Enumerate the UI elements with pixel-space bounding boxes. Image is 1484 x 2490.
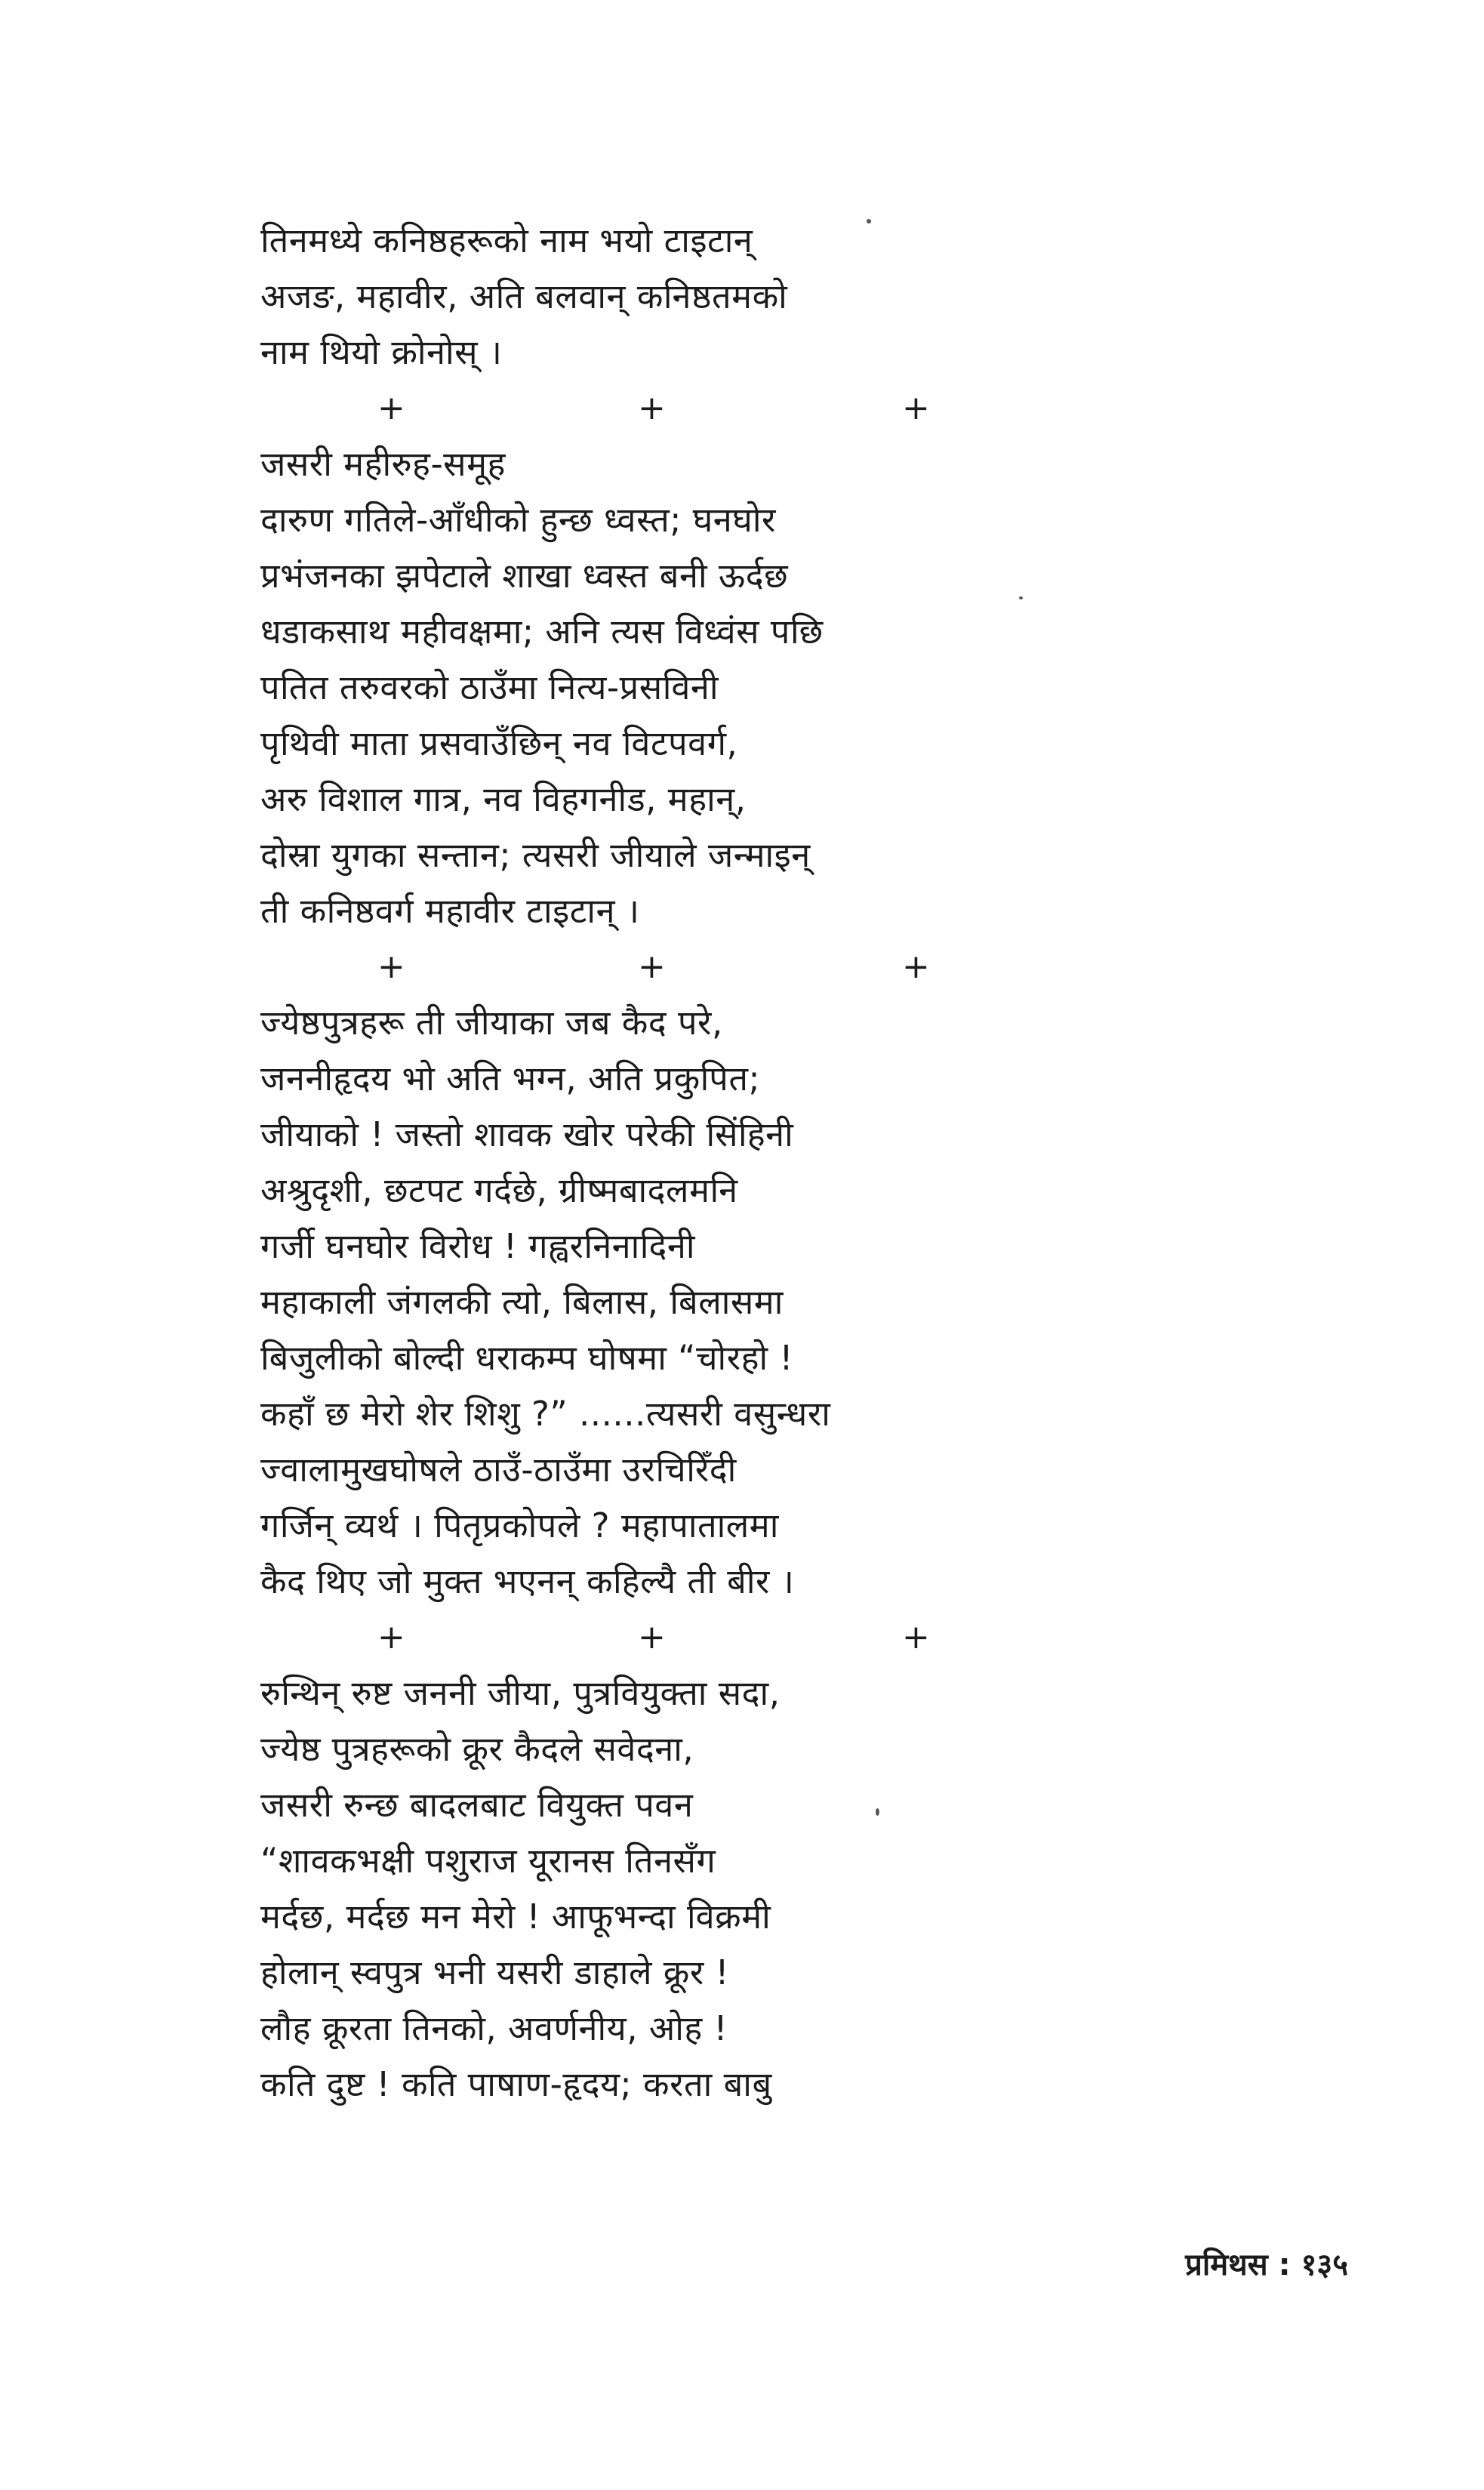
poem-line: तिनमध्ये कनिष्ठहरूको नाम भयो टाइटान् <box>260 220 753 260</box>
poem-line: अरु विशाल गात्र, नव विहगनीड, महान्, <box>260 779 747 819</box>
poem-line: ज्वालामुखघोषले ठाउँ-ठाउँमा उरचिरिँदी <box>260 1450 737 1490</box>
poem-body <box>260 213 1317 2112</box>
stanza-3 <box>260 995 1317 1610</box>
poem-line: कति दुष्ट ! कति पाषाण-हृदय; करता बाबु <box>260 2064 772 2104</box>
poem-line: जननीहृदय भो अति भग्न, अति प्रकुपित; <box>260 1059 761 1099</box>
poem-line: जीयाको ! जस्तो शावक खोर परेकी सिंहिनी <box>260 1114 794 1154</box>
divider-plus: + <box>902 389 930 427</box>
divider-plus: + <box>638 1618 666 1656</box>
poem-line: ज्येष्ठ पुत्रहरूको क्रूर कैदले सवेदना, <box>260 1729 694 1769</box>
poem-line: नाम थियो क्रोनोस् । <box>260 332 503 372</box>
poem-line: गर्जी घनघोर विरोध ! गह्वरनिनादिनी <box>260 1226 695 1266</box>
divider-plus: + <box>377 389 405 427</box>
divider-plus: + <box>377 1618 405 1656</box>
poem-line: जसरी रुन्छ बादलबाट वियुक्त पवन <box>260 1785 694 1825</box>
section-divider <box>260 939 1317 995</box>
divider-plus: + <box>638 948 666 986</box>
divider-plus: + <box>638 389 666 427</box>
poem-line: अश्रुदृशी, छटपट गर्दछे, ग्रीष्मबादलमनि <box>260 1170 738 1210</box>
poem-line: महाकाली जंगलकी त्यो, बिलास, बिलासमा <box>260 1282 784 1322</box>
poem-line: धडाकसाथ महीवक्षमा; अनि त्यस विध्वंस पछि <box>260 612 824 652</box>
poem-line: जसरी महीरुह-समूह <box>260 444 506 484</box>
poem-line: प्रभंजनका झपेटाले शाखा ध्वस्त बनी ऊर्दछ <box>260 556 789 596</box>
stanza-2 <box>260 436 1317 939</box>
poem-line: दारुण गतिले-आँधीको हुन्छ ध्वस्त; घनघोर <box>260 500 776 540</box>
poem-line: रुन्थिन् रुष्ट जननी जीया, पुत्रवियुक्ता सदा, <box>260 1673 780 1713</box>
page-footer <box>1185 2242 1348 2284</box>
divider-plus: + <box>377 948 405 986</box>
section-divider <box>260 381 1317 436</box>
page-number: १३५ <box>1301 2248 1348 2282</box>
stanza-1 <box>260 213 1317 381</box>
poem-line: कहाँ छ मेरो शेर शिशु ?” ......त्यसरी वसुन्धरा <box>260 1394 831 1434</box>
divider-plus: + <box>902 1618 930 1656</box>
poem-line: अजङ, महावीर, अति बलवान् कनिष्ठतमको <box>260 276 788 316</box>
poem-line: पतित तरुवरको ठाउँमा नित्य-प्रसविनी <box>260 667 719 707</box>
poem-line: मर्दछ, मर्दछ मन मेरो ! आफूभन्दा विक्रमी <box>260 1897 771 1937</box>
poem-line: दोस्रा युगका सन्तान; त्यसरी जीयाले जन्माइन् <box>260 835 811 875</box>
poem-line: ज्येष्ठपुत्रहरू ती जीयाका जब कैद परे, <box>260 1003 723 1043</box>
poem-line: “शावकभक्षी पशुराज यूरानस तिनसँग <box>260 1841 716 1881</box>
poem-line: पृथिवी माता प्रसवाउँछिन् नव विटपवर्ग, <box>260 723 738 763</box>
stanza-4 <box>260 1666 1317 2112</box>
divider-plus: + <box>902 948 930 986</box>
poem-line: होलान् स्वपुत्र भनी यसरी डाहाले क्रूर ! <box>260 1952 730 1992</box>
poem-line: बिजुलीको बोल्दी धराकम्प घोषमा “चोरहो ! <box>260 1338 794 1378</box>
poem-line: कैद थिए जो मुक्त भएनन् कहिल्यै ती बीर । <box>260 1561 795 1601</box>
footer-separator: : <box>1278 2248 1291 2282</box>
running-title: प्रमिथस <box>1185 2248 1268 2282</box>
section-divider <box>260 1610 1317 1666</box>
poem-line: ती कनिष्ठवर्ग महावीर टाइटान् । <box>260 891 640 931</box>
poem-line: लौह क्रूरता तिनको, अवर्णनीय, ओह ! <box>260 2008 728 2048</box>
poem-line: गर्जिन् व्यर्थ । पितृप्रकोपले ? महापातालमा <box>260 1505 779 1545</box>
